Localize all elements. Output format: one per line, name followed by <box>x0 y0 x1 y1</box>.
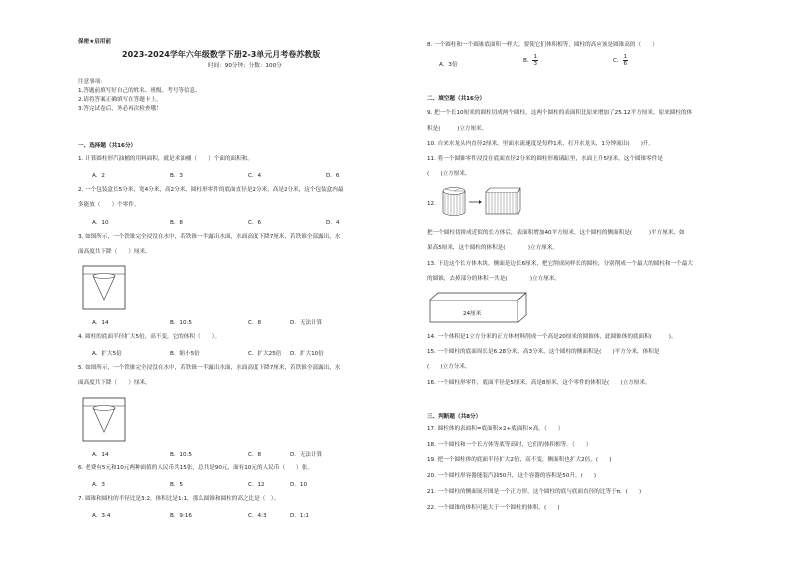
question-12-line1: 把一个圆柱切拼成近似的长方体后，表面积增加40平方厘米，这个圆柱的侧面积是( )平方厘米，如 <box>427 230 685 236</box>
notes-heading: 注意事项： <box>78 79 106 85</box>
q1-option-b: B．3 <box>170 173 183 179</box>
question-22: 22. 一个圆锥的体积可能大于一个圆柱的体积。( ) <box>427 505 560 511</box>
question-17: 17. 圆柱体的表面积=底面积×2+底面积×高。（ ） <box>427 426 564 432</box>
q6-option-d: D．10 <box>290 482 308 488</box>
q7-option-d: D．1:1 <box>290 513 309 519</box>
question-8: 8. 一个圆柱和一个圆锥底面积一样大，要使它们体积相等，圆柱的高应该是圆锥高的（ ） <box>427 42 658 48</box>
question-18: 18. 一个圆柱和一个长方体等底等高时，它们的体积相等。（ ） <box>427 442 592 448</box>
question-6: 6. 老费有5元和10元两种面值的人民币共15张，总共是90元，面有10元的人民币（ ）张。 <box>78 465 313 471</box>
question-15: 15. 一个圆柱的底面周长是6.28分米，高3分米，这个圆柱的侧面积是( )平方分米，体积是 <box>427 349 660 355</box>
q5-option-b: B．10.5 <box>170 452 192 458</box>
cone-in-water-figure <box>82 264 126 310</box>
q4-option-d: D．扩大10倍 <box>290 351 324 357</box>
q7-option-b: B．9:16 <box>170 513 192 519</box>
q6-option-b: B．5 <box>170 482 183 488</box>
question-15-line2: ( )立方分米。 <box>427 364 471 370</box>
q5-option-a: A．14 <box>92 452 109 458</box>
question-10: 10. 自来水龙头内直径2厘米，里面水流速度是每秒1米，打开水龙头，1分钟流出( )升。 <box>427 141 655 147</box>
q7-option-c: C．4:3 <box>248 513 267 519</box>
q6-option-a: A．3 <box>92 482 105 488</box>
cylinder-to-cuboid-figure <box>441 186 521 218</box>
q3-option-d: D．无法计算 <box>290 320 323 326</box>
note-item: 2.请将答案正确填写在答题卡上。 <box>78 97 162 103</box>
q5-option-c: C．8 <box>248 452 262 458</box>
question-14: 14. 一个体积是1立方分米的正方体材料削成一个高是20厘米的圆锥体，此圆锥体的底面积( )。 <box>427 334 677 340</box>
q4-option-c: C．扩大25倍 <box>248 351 282 357</box>
q5-option-d: D．无法计算 <box>290 452 323 458</box>
q1-option-c: C．4 <box>248 173 262 179</box>
question-7: 7. 圆锥和圆柱的半径比是3:2，体积比是1:1，那么圆锥和圆柱的高之比是（ ）。 <box>78 496 280 502</box>
question-13-line2: 的圆锥，去掉部分的体积一共是( )立方厘米。 <box>427 276 561 282</box>
question-16: 16. 一个圆柱形零件，底面半径是5厘米，高是8厘米，这个零件的体积是( )立方厘米。 <box>427 380 651 386</box>
question-3-line2: 面高度共下降（ ）厘米。 <box>78 249 151 255</box>
question-4: 4. 圆柱的底面半径扩大5倍，高不变，它的体积（ ）。 <box>78 334 221 340</box>
q8-option-b: B． $\frac{1}{3}$ <box>523 54 537 67</box>
q3-option-b: B．10.5 <box>170 320 192 326</box>
cuboid-block-figure <box>429 292 529 324</box>
cuboid-length-label: 24厘米 <box>463 311 482 317</box>
q2-option-c: C．6 <box>248 220 262 226</box>
q2-option-b: B．8 <box>170 220 183 226</box>
question-5-line2: 面高度共下降（ ）厘米。 <box>78 380 151 386</box>
exam-title: 2023-2024学年六年级数学下册2-3单元月考卷苏教版 <box>122 50 321 59</box>
secret-label: 保密★启用前 <box>78 39 111 45</box>
q6-option-c: C．12 <box>248 482 265 488</box>
q1-option-d: D．6 <box>326 173 340 179</box>
q3-option-a: A．14 <box>92 320 109 326</box>
q7-option-a: A．3:4 <box>92 513 111 519</box>
exam-meta: 时间：90分钟；分数：100分 <box>208 63 282 69</box>
question-12-line2: 果高5厘米，这个圆柱的体积是( )立方厘米。 <box>427 245 558 251</box>
q4-option-a: A．扩大5倍 <box>92 351 122 357</box>
q2-option-a: A．10 <box>92 220 109 226</box>
question-2-line1: 2. 一个包装盒长5分米，宽4分米，高2分米，圆柱形零件的底面直径是2分米，高是2分米，这个包装盒内最 <box>78 187 344 193</box>
q1-option-a: A．2 <box>92 173 105 179</box>
cone-in-water-figure <box>82 396 126 442</box>
q2-option-d: D．4 <box>326 220 340 226</box>
note-item: 1.答题前填写好自己的姓名、班级、考号等信息。 <box>78 88 201 94</box>
q4-option-b: B．缩小5倍 <box>170 351 200 357</box>
q3-option-c: C．8 <box>248 320 262 326</box>
question-12-label: 12. <box>427 201 436 207</box>
note-item: 3.答完试卷后，务必再次检查哦！ <box>78 106 162 112</box>
q8-option-a: A．3倍 <box>439 62 458 68</box>
question-11-line1: 11. 将一个圆锥零件浸没在底面直径2分米的圆柱形玻璃缸里，水面上升5厘米，这个圆锥零件是 <box>427 156 663 162</box>
question-9-line2: 积是( )立方厘米。 <box>427 126 488 132</box>
question-5-line1: 5. 如图所示，一个铁锥完全浸没在水中，若铁锥一半露出水面，水面高度下降7厘米，若铁锥全部露出，水 <box>78 365 341 371</box>
question-13-line1: 13. 下边这个长方体木块，侧面是边长6厘米，把它削成同样长的圆柱，分别削成一个最大的圆柱和一个最大 <box>427 261 693 267</box>
question-21: 21. 一个圆柱的侧面展开图是一个正方形，这个圆柱的底与底面直径的比等于π．( ) <box>427 489 642 495</box>
fraction: $\frac{1}{3}$ <box>533 54 537 67</box>
section1-heading: 一、选择题（共16分） <box>78 143 137 149</box>
question-20: 20. 一个圆柱形容器能装汽油50升，这个容器的容积是50升。( ) <box>427 473 597 479</box>
question-1: 1. 计算圆柱形汽油桶的用料面积，就是求油桶（ ）个面的面积和。 <box>78 156 253 162</box>
question-19: 19. 把一个圆柱体的底面半径扩大2倍，高不变，侧面积也扩大2倍。( ) <box>427 457 612 463</box>
question-9-line1: 9. 把一个长10厘米的圆柱切成两个圆柱，这两个圆柱的表面积比原来增加了25.12平方厘米，原来圆柱的体 <box>427 110 693 116</box>
section2-heading: 二、填空题（共16分） <box>427 96 486 102</box>
question-3-line1: 3. 如图所示，一个铁锥完全浸没在水中，若铁锥一半露出水面，水面高度下降7厘米，若铁锥全部露出，水 <box>78 234 341 240</box>
question-2-line2: 多能放（ ）个零件。 <box>78 202 140 208</box>
section3-heading: 三、判断题（共8分） <box>427 414 482 420</box>
fraction: $\frac{1}{6}$ <box>623 54 627 67</box>
q8-option-c: C． $\frac{1}{6}$ <box>613 54 627 67</box>
question-11-line2: ( )立方厘米。 <box>427 171 471 177</box>
